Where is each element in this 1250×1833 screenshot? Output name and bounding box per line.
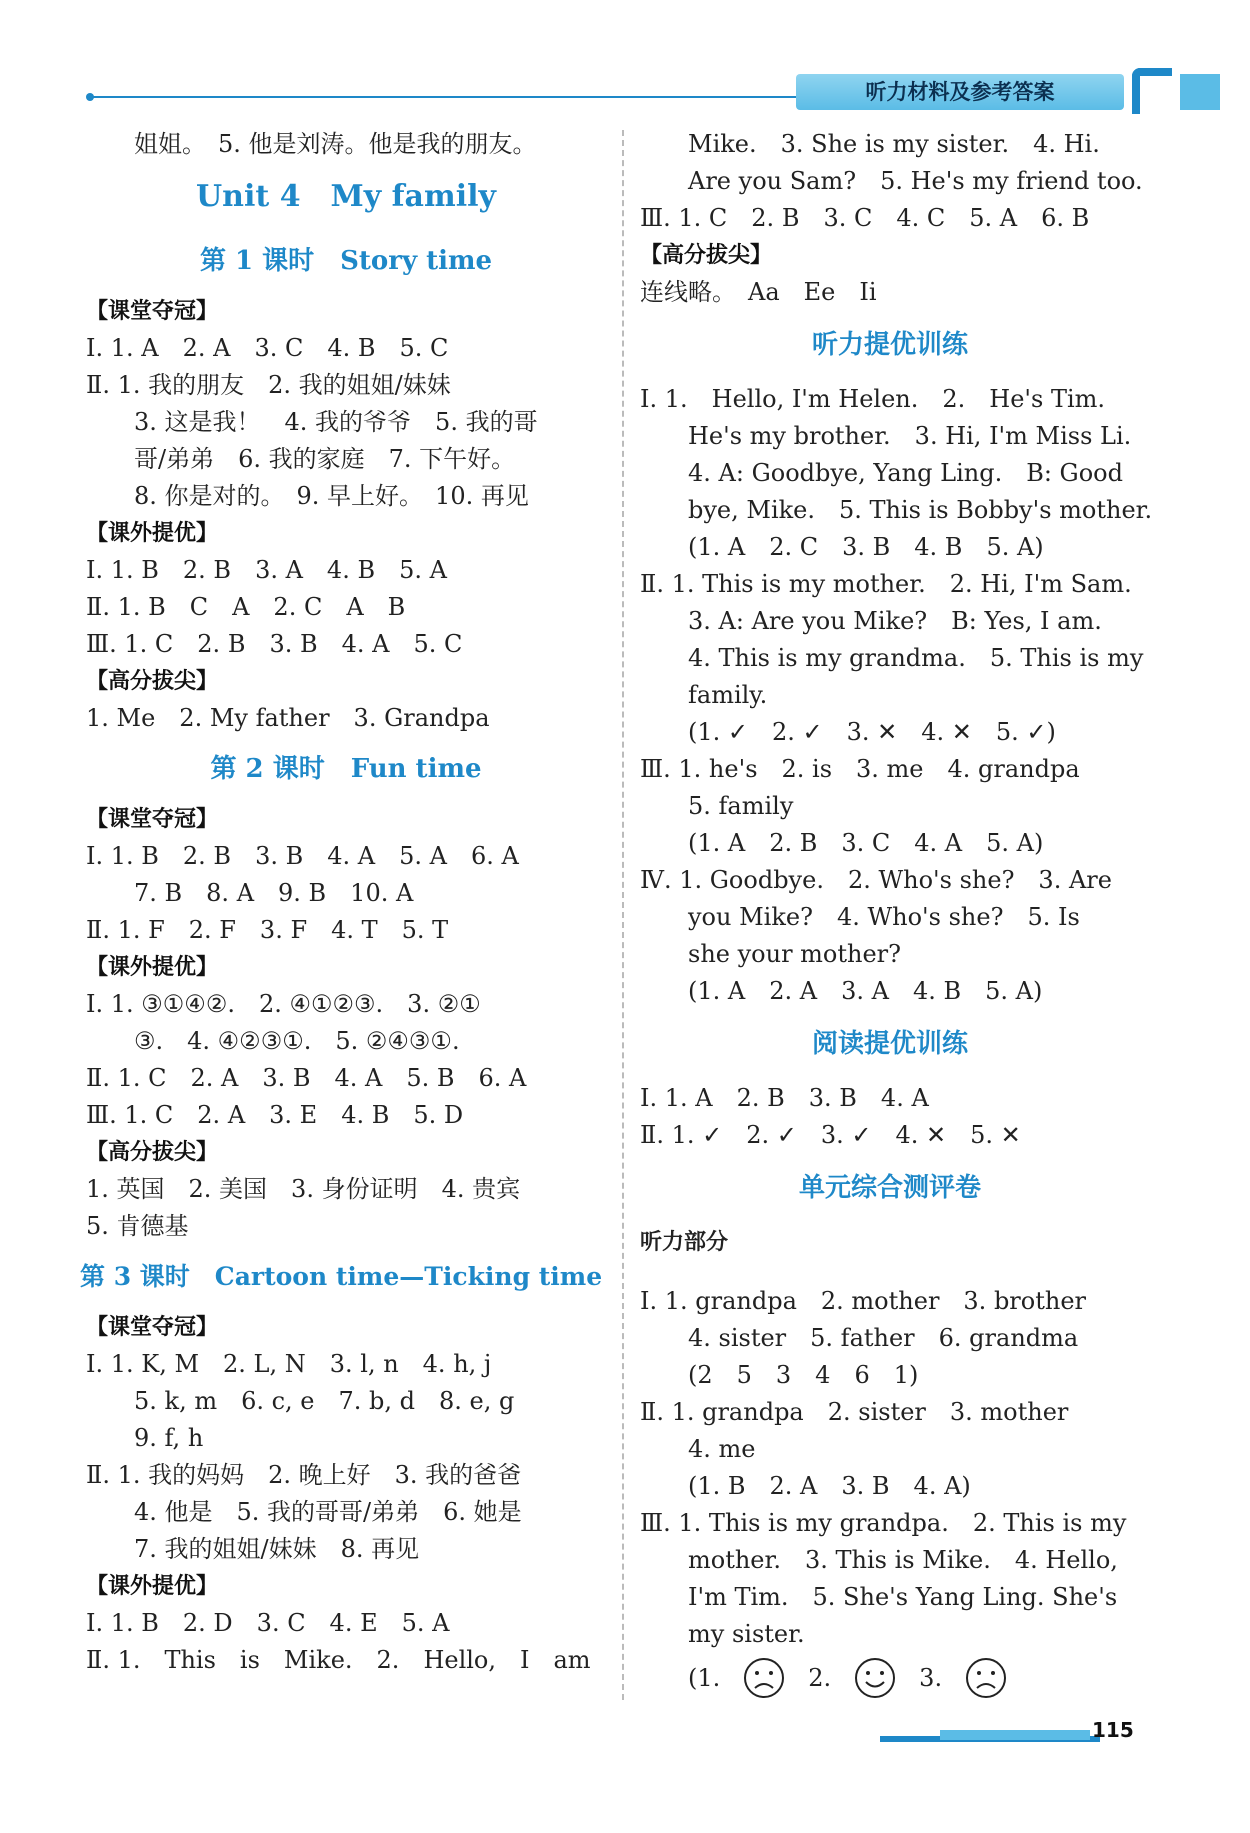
continued-line: 姐姐。 5. 他是刘涛。他是我的朋友。 bbox=[134, 130, 537, 158]
section-tag: 【高分拔尖】 bbox=[640, 243, 773, 268]
unit-test-title: 单元综合测评卷 bbox=[798, 1173, 981, 1203]
answer-line: family. bbox=[688, 681, 768, 709]
answer-line: 连线略。 Aa Ee Ii bbox=[640, 278, 877, 306]
answer-line: 1. Me 2. My father 3. Grandpa bbox=[86, 704, 490, 732]
answer-line: Ⅰ. 1. B 2. B 3. A 4. B 5. A bbox=[86, 556, 447, 584]
listening-part-heading: 听力部分 bbox=[640, 1230, 729, 1255]
answer-line: Ⅲ. 1. This is my grandpa. 2. This is my bbox=[640, 1509, 1127, 1537]
answer-line: Ⅱ. 1. 我的朋友 2. 我的姐姐/妹妹 bbox=[86, 371, 451, 399]
sad-face-icon bbox=[964, 1656, 1008, 1700]
answer-line: Ⅱ. 1. This is my mother. 2. Hi, I'm Sam. bbox=[640, 570, 1132, 598]
answer-line: Ⅱ. 1. ✓ 2. ✓ 3. ✓ 4. ✕ 5. ✕ bbox=[640, 1121, 1021, 1149]
answer-line: Ⅱ. 1. 我的妈妈 2. 晚上好 3. 我的爸爸 bbox=[86, 1461, 522, 1489]
answer-line: Ⅰ. 1. A 2. B 3. B 4. A bbox=[640, 1084, 929, 1112]
answer-line: Ⅳ. 1. Goodbye. 2. Who's she? 3. Are bbox=[640, 866, 1112, 894]
section-tag: 【高分拔尖】 bbox=[86, 1140, 219, 1165]
header-title: 听力材料及参考答案 bbox=[796, 74, 1124, 110]
answer-line: my sister. bbox=[688, 1620, 805, 1648]
lesson-2-title: 第 2 课时 Fun time bbox=[210, 754, 482, 784]
answer-line: 7. B 8. A 9. B 10. A bbox=[134, 879, 414, 907]
answer-line: 3. A: Are you Mike? B: Yes, I am. bbox=[688, 607, 1102, 635]
answer-line: Ⅲ. 1. C 2. B 3. B 4. A 5. C bbox=[86, 630, 463, 658]
answer-line: 5. 肯德基 bbox=[86, 1212, 189, 1240]
answer-line: He's my brother. 3. Hi, I'm Miss Li. bbox=[688, 422, 1132, 450]
footer-rule-accent bbox=[940, 1730, 1090, 1740]
answer-line: 哥/弟弟 6. 我的家庭 7. 下午好。 bbox=[134, 445, 516, 473]
answer-line: Ⅰ. 1. A 2. A 3. C 4. B 5. C bbox=[86, 334, 449, 362]
answer-line: 4. This is my grandma. 5. This is my bbox=[688, 644, 1144, 672]
answer-line: 4. sister 5. father 6. grandma bbox=[688, 1324, 1079, 1352]
answer-line: (1. ✓ 2. ✓ 3. ✕ 4. ✕ 5. ✓) bbox=[688, 718, 1056, 746]
face-answers-row bbox=[640, 1653, 1140, 1703]
answer-line: 4. me bbox=[688, 1435, 756, 1463]
answer-line: you Mike? 4. Who's she? 5. Is bbox=[688, 903, 1080, 931]
unit-title: Unit 4 My family bbox=[196, 179, 496, 214]
sad-face-icon bbox=[742, 1656, 786, 1700]
section-tag: 【高分拔尖】 bbox=[86, 669, 219, 694]
answer-line: (2 5 3 4 6 1) bbox=[688, 1361, 919, 1389]
answer-line: 8. 你是对的。 9. 早上好。 10. 再见 bbox=[134, 482, 529, 510]
happy-face-icon bbox=[853, 1656, 897, 1700]
lesson-1-title: 第 1 课时 Story time bbox=[199, 246, 493, 276]
section-tag: 【课外提优】 bbox=[86, 1574, 219, 1599]
answer-line: (1. A 2. C 3. B 4. B 5. A) bbox=[688, 533, 1044, 561]
answer-line: she your mother? bbox=[688, 940, 902, 968]
answer-line: Ⅰ. 1. K, M 2. L, N 3. l, n 4. h, j bbox=[86, 1350, 492, 1378]
answer-line: bye, Mike. 5. This is Bobby's mother. bbox=[688, 496, 1153, 524]
section-tag: 【课堂夺冠】 bbox=[86, 1315, 219, 1340]
answer-line: (1. A 2. A 3. A 4. B 5. A) bbox=[688, 977, 1043, 1005]
answer-line: Ⅰ. 1. B 2. D 3. C 4. E 5. A bbox=[86, 1609, 450, 1637]
listening-section-title: 听力提优训练 bbox=[811, 330, 968, 360]
answer-line: 7. 我的姐姐/妹妹 8. 再见 bbox=[134, 1535, 420, 1563]
page-number: 115 bbox=[1092, 1718, 1134, 1742]
section-tag: 【课外提优】 bbox=[86, 955, 219, 980]
answer-line: Ⅰ. 1. ③①④②. 2. ④①②③. 3. ②① bbox=[86, 990, 481, 1018]
answer-line: Mike. 3. She is my sister. 4. Hi. bbox=[688, 130, 1100, 158]
answer-line: Ⅰ. 1. grandpa 2. mother 3. brother bbox=[640, 1287, 1087, 1315]
section-tag: 【课堂夺冠】 bbox=[86, 299, 219, 324]
left-column bbox=[80, 126, 606, 1679]
answer-line: (1. A 2. B 3. C 4. A 5. A) bbox=[688, 829, 1044, 857]
section-tag: 【课外提优】 bbox=[86, 521, 219, 546]
answer-line: Ⅰ. 1. Hello, I'm Helen. 2. He's Tim. bbox=[640, 385, 1106, 413]
answer-line: (1. B 2. A 3. B 4. A) bbox=[688, 1472, 971, 1500]
answer-line: 4. 他是 5. 我的哥哥/弟弟 6. 她是 bbox=[134, 1498, 522, 1526]
lesson-3-title: 第 3 课时 Cartoon time—Ticking time bbox=[80, 1262, 603, 1291]
answer-line: 5. k, m 6. c, e 7. b, d 8. e, g bbox=[134, 1387, 515, 1415]
answer-line: Ⅲ. 1. he's 2. is 3. me 4. grandpa bbox=[640, 755, 1080, 783]
answer-line: 4. A: Goodbye, Yang Ling. B: Good bbox=[688, 459, 1123, 487]
face-label: 2. bbox=[808, 1664, 832, 1692]
answer-line: Ⅱ. 1. grandpa 2. sister 3. mother bbox=[640, 1398, 1069, 1426]
right-column bbox=[640, 126, 1153, 1703]
reading-section-title: 阅读提优训练 bbox=[811, 1029, 968, 1059]
header-block-decoration bbox=[1180, 74, 1220, 110]
answer-line: Ⅱ. 1. C 2. A 3. B 4. A 5. B 6. A bbox=[86, 1064, 527, 1092]
column-divider bbox=[622, 130, 624, 1700]
face-label: 3. bbox=[919, 1664, 943, 1692]
answer-line: mother. 3. This is Mike. 4. Hello, bbox=[688, 1546, 1118, 1574]
answer-line: 5. family bbox=[688, 792, 794, 820]
answer-line: I'm Tim. 5. She's Yang Ling. She's bbox=[688, 1583, 1118, 1611]
answer-line: 1. 英国 2. 美国 3. 身份证明 4. 贵宾 bbox=[86, 1175, 521, 1203]
answer-line: ③. 4. ④②③①. 5. ②④③①. bbox=[134, 1027, 460, 1055]
section-tag: 【课堂夺冠】 bbox=[86, 807, 219, 832]
answer-line: Ⅰ. 1. B 2. B 3. B 4. A 5. A 6. A bbox=[86, 842, 519, 870]
answer-line: Are you Sam? 5. He's my friend too. bbox=[688, 167, 1143, 195]
answer-line: Ⅱ. 1. F 2. F 3. F 4. T 5. T bbox=[86, 916, 449, 944]
face-label: (1. bbox=[688, 1664, 721, 1692]
header-rule bbox=[90, 96, 796, 98]
answer-line: Ⅲ. 1. C 2. B 3. C 4. C 5. A 6. B bbox=[640, 204, 1090, 232]
header-corner-decoration bbox=[1132, 68, 1172, 114]
answer-line: 9. f, h bbox=[134, 1424, 204, 1452]
answer-line: Ⅲ. 1. C 2. A 3. E 4. B 5. D bbox=[86, 1101, 464, 1129]
answer-line: Ⅱ. 1. This is Mike. 2. Hello, I am bbox=[86, 1646, 591, 1674]
answer-line: 3. 这是我！ 4. 我的爷爷 5. 我的哥 bbox=[134, 408, 538, 436]
answer-line: Ⅱ. 1. B C A 2. C A B bbox=[86, 593, 406, 621]
